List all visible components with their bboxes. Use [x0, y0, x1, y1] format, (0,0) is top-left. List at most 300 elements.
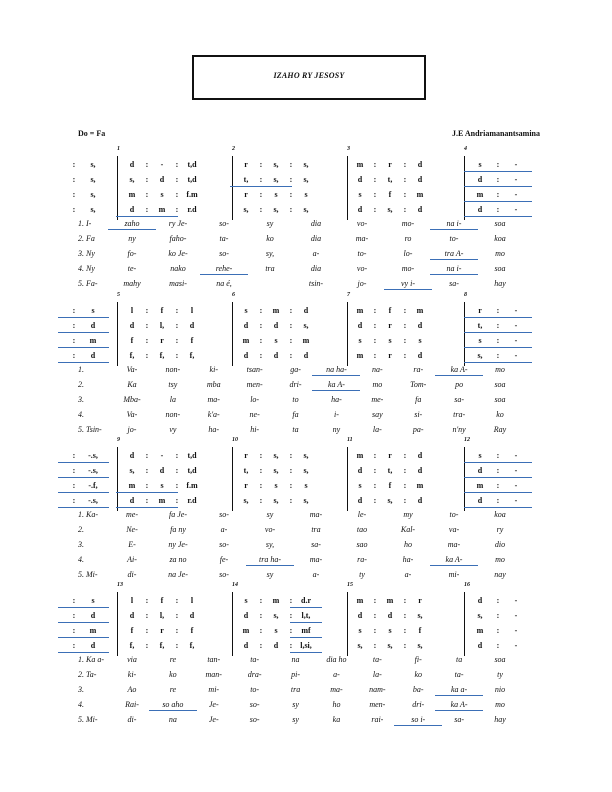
solfa-note: -.s,: [83, 496, 103, 505]
solfa-note: s: [358, 481, 362, 490]
solfa-note: d: [83, 351, 103, 360]
solfa-note: -: [514, 611, 518, 620]
beat-separator: :: [145, 306, 149, 315]
lyric-syllable: to: [292, 395, 299, 404]
solfa-note: s: [304, 481, 308, 490]
solfa-row: [60, 611, 560, 623]
beat-separator: :: [259, 160, 263, 169]
lyric-syllable: to-: [250, 685, 260, 694]
measure-number: 2: [232, 146, 235, 152]
lyric-syllable: ko: [169, 670, 177, 679]
lyric-syllable: sy: [292, 700, 299, 709]
measure-number: 3: [347, 146, 350, 152]
lyric-syllable: so-: [219, 249, 229, 258]
solfa-row: [60, 306, 560, 318]
solfa-note: s,: [387, 641, 393, 650]
lyric-syllable: tra ha-: [250, 555, 290, 564]
solfa-note: f,: [129, 351, 135, 360]
measure-number: 16: [464, 582, 470, 588]
lyric-syllable: ka A-: [316, 380, 356, 389]
lyric-syllable: ta: [455, 655, 463, 664]
lyric-syllable: re: [169, 655, 177, 664]
solfa-note: s,: [273, 205, 279, 214]
verse-label: 3. Ny: [78, 249, 95, 258]
solfa-note: f,: [159, 641, 165, 650]
beat-separator: :: [403, 205, 407, 214]
beat-separator: :: [403, 466, 407, 475]
lyric-syllable: so-: [219, 510, 229, 519]
solfa-note: -: [506, 336, 526, 345]
lyric-syllable: via: [127, 655, 137, 664]
beat-separator: :: [175, 626, 179, 635]
solfa-note: s,: [266, 175, 286, 184]
lyric-syllable: ry: [496, 525, 504, 534]
solfa-note: s: [358, 336, 362, 345]
beat-separator: :: [64, 336, 84, 345]
lyric-syllable: dia: [310, 264, 322, 273]
lyric-syllable: ma-: [447, 540, 461, 549]
solfa-note: t,d: [187, 451, 197, 460]
solfa-note: s: [244, 306, 248, 315]
beat-separator: :: [488, 190, 508, 199]
beat-separator: :: [175, 451, 179, 460]
solfa-note: mf: [296, 626, 316, 635]
solfa-row: [60, 205, 560, 217]
solfa-note: d: [243, 321, 249, 330]
solfa-note: d: [122, 496, 142, 505]
beat-separator: :: [289, 496, 293, 505]
solfa-note: s,: [387, 496, 393, 505]
solfa-note: d: [243, 611, 249, 620]
solfa-note: d: [470, 175, 490, 184]
lyric-syllable: Ao: [127, 685, 137, 694]
solfa-note: d: [417, 466, 423, 475]
lyric-syllable: so-: [249, 700, 260, 709]
title-box: [192, 55, 426, 100]
beat-separator: :: [145, 175, 149, 184]
lyric-syllable: ki-: [209, 365, 218, 374]
lyric-syllable: di-: [127, 715, 137, 724]
solfa-note: f,: [189, 641, 195, 650]
solfa-note: -: [506, 160, 526, 169]
lyric-syllable: te-: [127, 264, 137, 273]
solfa-note: s: [358, 190, 362, 199]
lyric-syllable: po: [455, 380, 464, 389]
solfa-row: [60, 466, 560, 478]
solfa-note: m: [356, 160, 364, 169]
measure-number: 12: [464, 437, 470, 443]
verse-label: 4.: [78, 410, 84, 419]
lyric-syllable: mo: [495, 365, 505, 374]
lyric-syllable: Mba-: [123, 395, 141, 404]
lyric-syllable: soa: [494, 380, 506, 389]
lyric-syllable: vo-: [356, 219, 368, 228]
beat-separator: :: [145, 336, 149, 345]
solfa-note: s,: [90, 160, 96, 169]
lyric-syllable: so-: [219, 219, 229, 228]
measure-number: 9: [117, 437, 120, 443]
lyric-line: [60, 655, 560, 667]
solfa-note: d: [129, 321, 135, 330]
lyric-syllable: di-: [127, 570, 137, 579]
beat-separator: :: [259, 451, 263, 460]
solfa-note: m: [83, 336, 103, 345]
lyric-syllable: ra-: [413, 365, 424, 374]
solfa-note: m: [356, 306, 364, 315]
lyric-syllable: tra-: [453, 410, 466, 419]
beat-separator: :: [64, 321, 84, 330]
lyric-syllable: fo-: [127, 249, 137, 258]
lyric-syllable: na Je-: [168, 570, 188, 579]
beat-separator: :: [145, 466, 149, 475]
lyric-line: [60, 219, 560, 231]
beat-separator: :: [64, 451, 84, 460]
solfa-note: m: [242, 626, 250, 635]
solfa-note: s: [274, 190, 278, 199]
lyric-syllable: ha-: [208, 425, 220, 434]
lyric-syllable: jo-: [127, 425, 137, 434]
key-signature: Do = Fa: [78, 129, 106, 138]
lyric-syllable: hay: [494, 715, 506, 724]
lyric-syllable: tra: [290, 685, 301, 694]
beat-separator: :: [259, 321, 263, 330]
solfa-note: m: [356, 351, 364, 360]
lyric-syllable: dia: [310, 234, 322, 243]
beat-separator: :: [289, 626, 293, 635]
measure-number: 11: [347, 437, 353, 443]
solfa-note: -: [506, 306, 526, 315]
solfa-note: m: [272, 596, 280, 605]
solfa-note: t,d: [187, 160, 197, 169]
solfa-note: f: [388, 481, 392, 490]
beat-separator: :: [373, 160, 377, 169]
lyric-syllable: soa: [494, 219, 506, 228]
solfa-note: r: [388, 351, 392, 360]
solfa-note: d: [470, 466, 490, 475]
solfa-note: s: [152, 481, 172, 490]
lyric-syllable: Je-: [208, 700, 219, 709]
beat-separator: :: [259, 626, 263, 635]
lyric-syllable: ne-: [249, 410, 260, 419]
beat-separator: :: [145, 626, 149, 635]
beat-separator: :: [259, 611, 263, 620]
solfa-note: s,: [273, 496, 279, 505]
lyric-line: [60, 395, 560, 407]
beat-separator: :: [496, 596, 500, 605]
solfa-note: m: [470, 190, 490, 199]
lyric-syllable: so-: [249, 715, 260, 724]
lyric-line: [60, 670, 560, 682]
verse-label: 2. Fa: [78, 234, 95, 243]
verse-label: 3.: [78, 395, 84, 404]
beat-separator: :: [175, 321, 179, 330]
beat-separator: :: [488, 481, 508, 490]
lyric-syllable: ty: [497, 670, 503, 679]
lyric-syllable: rai-: [371, 715, 384, 724]
solfa-note: l: [130, 306, 134, 315]
solfa-note: -: [506, 321, 526, 330]
solfa-note: d: [189, 611, 195, 620]
lyric-syllable: nio: [494, 685, 506, 694]
solfa-note: d: [357, 496, 363, 505]
solfa-note: d: [273, 641, 279, 650]
solfa-note: -: [514, 641, 518, 650]
solfa-note: d: [417, 321, 423, 330]
lyric-syllable: ko: [266, 234, 274, 243]
lyric-syllable: E-: [128, 540, 136, 549]
lyric-syllable: faho-: [169, 234, 187, 243]
beat-separator: :: [403, 175, 407, 184]
verse-label: 1. Ka-: [78, 510, 98, 519]
lyric-syllable: ta-: [372, 655, 382, 664]
solfa-note: d: [357, 321, 363, 330]
solfa-note: -.f,: [83, 481, 103, 490]
lyric-syllable: so-: [219, 570, 229, 579]
beat-separator: :: [259, 336, 263, 345]
beat-separator: :: [488, 160, 508, 169]
measure-number: 8: [464, 292, 467, 298]
lyric-syllable: ba-: [412, 685, 424, 694]
solfa-note: s,: [387, 205, 393, 214]
lyric-syllable: ho: [404, 540, 412, 549]
lyric-syllable: men-: [246, 380, 263, 389]
solfa-note: d: [129, 611, 135, 620]
beat-separator: :: [259, 641, 263, 650]
beat-separator: :: [259, 481, 263, 490]
lyric-syllable: ga-: [290, 365, 301, 374]
solfa-note: s: [83, 306, 103, 315]
solfa-note: d: [357, 175, 363, 184]
solfa-note: m: [152, 205, 172, 214]
solfa-note: d: [387, 611, 393, 620]
solfa-note: t,: [236, 175, 256, 184]
solfa-note: d: [122, 205, 142, 214]
lyric-syllable: vo-: [264, 525, 276, 534]
solfa-note: m: [476, 626, 484, 635]
solfa-note: d: [159, 175, 165, 184]
lyric-syllable: la-: [372, 670, 382, 679]
lyric-syllable: mba: [206, 380, 221, 389]
verse-label: 4. Ny: [78, 264, 95, 273]
solfa-note: l,: [159, 321, 165, 330]
lyric-syllable: lo-: [403, 249, 413, 258]
lyric-syllable: ha-: [331, 395, 342, 404]
beat-separator: :: [175, 351, 179, 360]
score-system: [60, 292, 560, 442]
beat-separator: :: [289, 306, 293, 315]
beat-separator: :: [175, 611, 179, 620]
solfa-row: [60, 496, 560, 508]
beat-separator: :: [175, 175, 179, 184]
solfa-row: [60, 626, 560, 638]
solfa-note: m: [122, 481, 142, 490]
solfa-note: s,: [470, 351, 490, 360]
lyric-syllable: si-: [414, 410, 423, 419]
beat-separator: :: [289, 596, 293, 605]
lyric-syllable: fe-: [219, 555, 229, 564]
solfa-note: m: [242, 336, 250, 345]
solfa-note: d: [417, 496, 423, 505]
solfa-note: -: [506, 175, 526, 184]
solfa-note: d: [357, 611, 363, 620]
solfa-note: d.r: [296, 596, 316, 605]
verse-label: 2. Ta-: [78, 670, 97, 679]
lyric-syllable: dri-: [412, 700, 425, 709]
lyric-syllable: Ka: [127, 380, 137, 389]
solfa-note: l,: [159, 611, 165, 620]
lyric-syllable: za no: [169, 555, 187, 564]
beat-separator: :: [72, 205, 76, 214]
lyric-syllable: ma-: [355, 234, 369, 243]
lyric-syllable: tsin-: [308, 279, 324, 288]
lyric-syllable: fi-: [414, 655, 422, 664]
solfa-note: m: [152, 496, 172, 505]
solfa-note: d: [273, 351, 279, 360]
beat-separator: :: [289, 321, 293, 330]
beat-separator: :: [488, 175, 508, 184]
lyric-syllable: to-: [449, 234, 459, 243]
lyric-syllable: ra-: [357, 555, 367, 564]
solfa-note: s,: [357, 641, 363, 650]
solfa-note: r: [244, 451, 248, 460]
lyric-syllable: tra A-: [434, 249, 474, 258]
lyric-syllable: me-: [371, 395, 384, 404]
beat-separator: :: [403, 596, 407, 605]
beat-separator: :: [496, 641, 500, 650]
solfa-note: f: [190, 626, 194, 635]
beat-separator: :: [488, 321, 508, 330]
lyric-syllable: sy: [292, 715, 299, 724]
lyric-line: [60, 540, 560, 552]
beat-separator: :: [373, 451, 377, 460]
lyric-syllable: ka A-: [439, 365, 479, 374]
beat-separator: :: [403, 351, 407, 360]
beat-separator: :: [403, 481, 407, 490]
beat-separator: :: [251, 175, 271, 184]
beat-separator: :: [64, 306, 84, 315]
beat-separator: :: [145, 351, 149, 360]
verse-label: 4.: [78, 555, 84, 564]
lyric-syllable: a-: [220, 525, 228, 534]
composer-name: J.E Andriamanantsamina: [451, 129, 540, 138]
solfa-row: [60, 481, 560, 493]
beat-separator: :: [488, 336, 508, 345]
lyric-syllable: Je-: [208, 715, 219, 724]
solfa-note: t,d: [187, 466, 197, 475]
lyric-syllable: vo-: [356, 264, 368, 273]
solfa-note: s,: [243, 205, 249, 214]
solfa-note: d: [273, 321, 279, 330]
lyric-syllable: Rai-: [125, 700, 139, 709]
solfa-note: d: [159, 466, 165, 475]
beat-separator: :: [175, 596, 179, 605]
beat-separator: :: [64, 626, 84, 635]
lyric-syllable: na i-: [434, 264, 474, 273]
solfa-note: m: [470, 481, 490, 490]
solfa-note: s: [470, 160, 490, 169]
beat-separator: :: [403, 160, 407, 169]
lyric-syllable: le-: [357, 510, 367, 519]
solfa-note: s,: [417, 611, 423, 620]
beat-separator: :: [175, 336, 179, 345]
beat-separator: :: [175, 190, 179, 199]
solfa-note: d: [357, 205, 363, 214]
solfa-note: s,: [303, 160, 309, 169]
solfa-note: f,: [189, 351, 195, 360]
beat-separator: :: [403, 321, 407, 330]
solfa-note: s,: [273, 466, 279, 475]
lyric-syllable: ta: [292, 425, 299, 434]
solfa-note: r: [418, 596, 422, 605]
solfa-note: l: [130, 596, 134, 605]
solfa-note: d: [477, 641, 483, 650]
lyric-syllable: na i-: [434, 219, 474, 228]
solfa-note: s: [388, 336, 392, 345]
beat-separator: :: [64, 496, 84, 505]
solfa-note: l,t,: [296, 611, 316, 620]
solfa-row: [60, 641, 560, 653]
solfa-note: s,: [243, 496, 249, 505]
lyric-syllable: dri-: [289, 380, 302, 389]
lyric-syllable: na ha-: [316, 365, 356, 374]
lyric-syllable: hay: [494, 279, 506, 288]
lyric-syllable: sa-: [449, 279, 459, 288]
lyric-syllable: mo-: [401, 219, 415, 228]
solfa-note: s: [358, 626, 362, 635]
solfa-note: d: [83, 321, 103, 330]
beat-separator: :: [403, 641, 407, 650]
solfa-row: [60, 321, 560, 333]
lyric-syllable: sao: [356, 540, 368, 549]
solfa-note: f.m: [186, 190, 198, 199]
lyric-syllable: so i-: [398, 715, 438, 724]
lyric-syllable: to-: [449, 510, 459, 519]
lyric-syllable: soa: [494, 264, 506, 273]
beat-separator: :: [259, 306, 263, 315]
lyric-syllable: mahy: [123, 279, 141, 288]
lyric-syllable: re: [169, 685, 177, 694]
solfa-note: t,: [387, 175, 393, 184]
lyric-syllable: tan-: [207, 655, 221, 664]
solfa-row: [60, 336, 560, 348]
solfa-note: s,: [129, 175, 135, 184]
lyric-syllable: a-: [312, 249, 320, 258]
beat-separator: :: [289, 351, 293, 360]
solfa-note: s,: [303, 466, 309, 475]
beat-separator: :: [175, 306, 179, 315]
lyric-syllable: tao: [356, 525, 368, 534]
solfa-note: d: [303, 351, 309, 360]
lyric-syllable: sy,: [265, 540, 275, 549]
lyric-syllable: non-: [165, 365, 181, 374]
solfa-row: [60, 596, 560, 608]
solfa-note: d: [129, 160, 135, 169]
lyric-line: [60, 510, 560, 522]
verse-label: 5. Fa-: [78, 279, 98, 288]
solfa-note: l: [190, 596, 194, 605]
lyric-line: [60, 425, 560, 437]
solfa-note: d: [129, 451, 135, 460]
lyric-syllable: ka: [332, 715, 341, 724]
verse-label: 5. Mi-: [78, 570, 98, 579]
solfa-note: -: [506, 496, 526, 505]
lyric-syllable: ka A-: [434, 555, 474, 564]
lyric-syllable: rehe-: [204, 264, 244, 273]
solfa-note: s,: [90, 190, 96, 199]
verse-label: 3.: [78, 685, 84, 694]
lyric-syllable: tsan-: [246, 365, 263, 374]
verse-label: 3.: [78, 540, 84, 549]
